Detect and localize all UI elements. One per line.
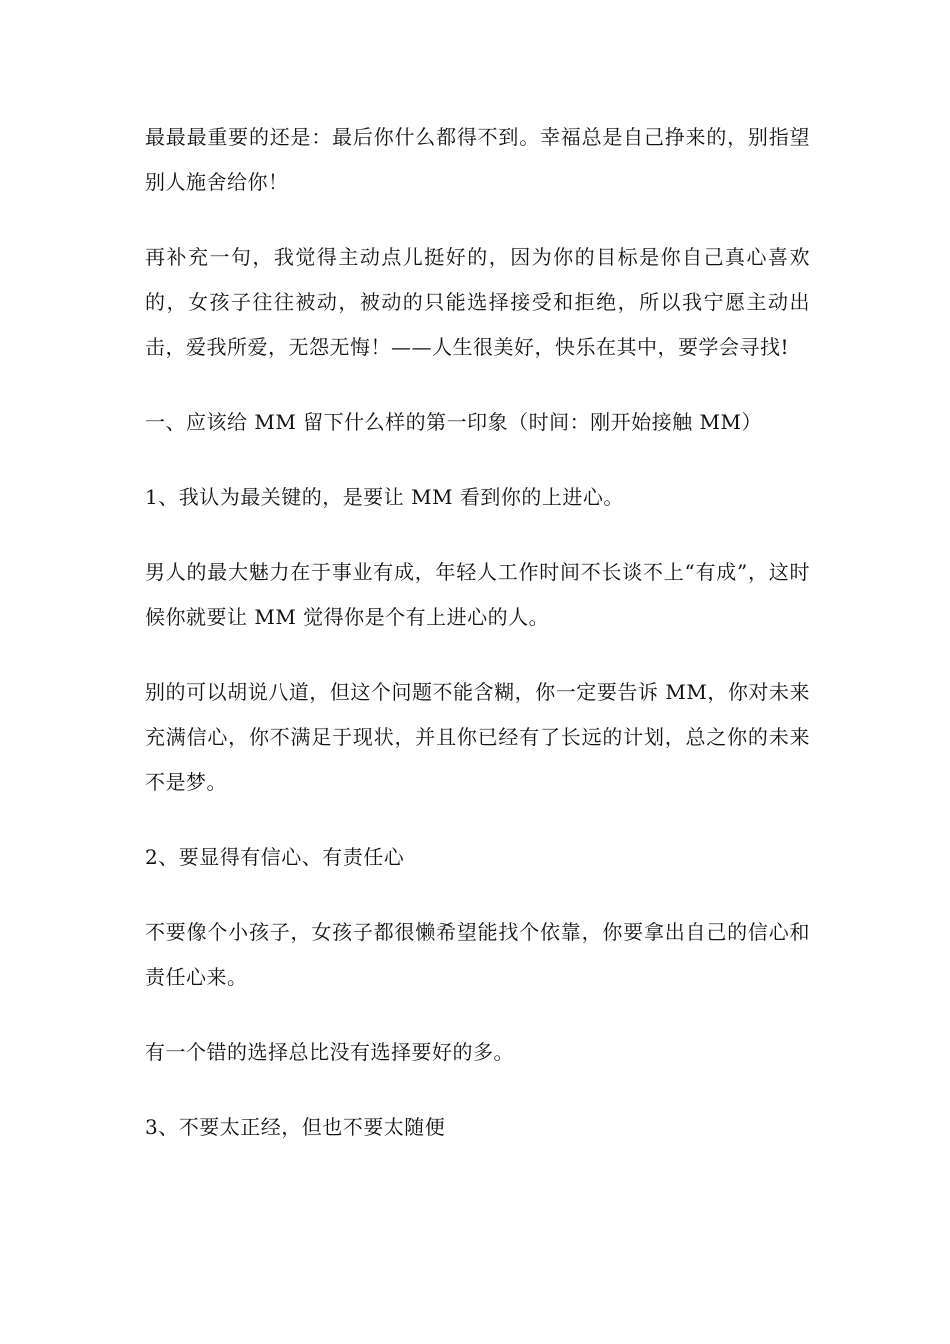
point-heading-2: 2、要显得有信心、有责任心 [145, 845, 405, 869]
point-heading-1: 1、我认为最关键的，是要让 MM 看到你的上进心。 [145, 485, 624, 509]
paragraph-5: 不要像个小孩子，女孩子都很懒希望能找个依靠，你要拿出自己的信心和责任心来。 [145, 920, 810, 989]
section-heading-1: 一、应该给 MM 留下什么样的第一印象（时间：刚开始接触 MM） [145, 410, 762, 434]
point-heading-3: 3、不要太正经，但也不要太随便 [145, 1115, 446, 1139]
paragraph-2: 再补充一句，我觉得主动点儿挺好的，因为你的目标是你自己真心喜欢的，女孩子往往被动，被动的只能选择接受和拒绝，所以我宁愿主动出击，爱我所爱，无怨无悔！——人生很美好，快乐在其中，要学会寻找! [145, 245, 810, 359]
paragraph-1: 最最最重要的还是：最后你什么都得不到。幸福总是自己挣来的，别指望别人施舍给你！ [145, 125, 810, 194]
document-body [145, 115, 810, 1150]
paragraph-4: 别的可以胡说八道，但这个问题不能含糊，你一定要告诉 MM，你对未来充满信心，你不满足于现状，并且你已经有了长远的计划，总之你的未来不是梦。 [145, 680, 810, 794]
paragraph-6: 有一个错的选择总比没有选择要好的多。 [145, 1040, 514, 1064]
paragraph-3: 男人的最大魅力在于事业有成，年轻人工作时间不长谈不上“有成”，这时候你就要让 MM 觉得你是个有上进心的人。 [145, 560, 810, 629]
